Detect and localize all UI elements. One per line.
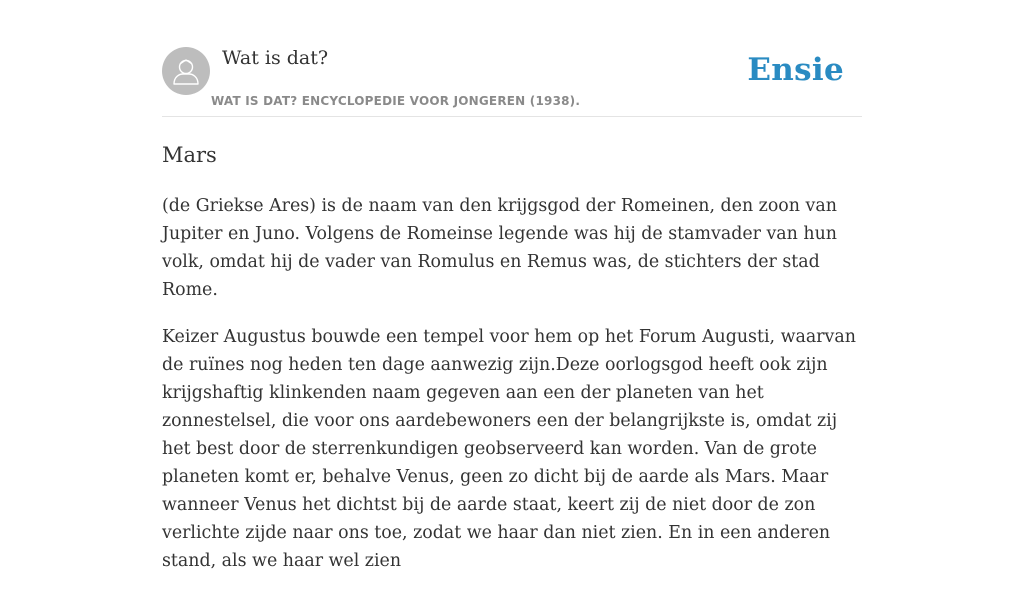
- article: [162, 140, 866, 594]
- avatar-silhouette: [162, 47, 210, 95]
- user-avatar-icon[interactable]: [162, 47, 210, 95]
- article-paragraph: Keizer Augustus bouwde een tempel voor hem op het Forum Augusti, waarvan de ruïnes nog heden ten dage aanwezig zijn.Deze oorlogsgod heeft ook zijn krijgshaftig klinkenden naam gegeven aan een der planeten van het zonnestelsel, die voor ons aardebewoners een der belangrijkste is, omdat zij het best door de sterrenkundigen geobserveerd kan worden. Van de grote planeten komt er, behalve Venus, geen zo dicht bij de aarde als Mars. Maar wanneer Venus het dichtst bij de aarde staat, keert zij de niet door de zon verlichte zijde naar ons toe, zodat we haar dan niet zien. En in een anderen stand, als we haar wel zien: [162, 327, 856, 571]
- source-subtitle: WAT IS DAT? ENCYCLOPEDIE VOOR JONGEREN (1938).: [211, 94, 581, 108]
- source-header: [162, 46, 862, 117]
- article-paragraph: (de Griekse Ares) is de naam van den krijgsgod der Romeinen, den zoon van Jupiter en Juno. Volgens de Romeinse legende was hij de stamvader van hun volk, omdat hij de vader van Romulus en Remus was, de stichters der stad Rome.: [162, 196, 837, 300]
- ensie-logo[interactable]: Ensie: [747, 52, 844, 88]
- source-title-link[interactable]: Wat is dat?: [222, 47, 329, 69]
- article-title: Mars: [162, 143, 217, 167]
